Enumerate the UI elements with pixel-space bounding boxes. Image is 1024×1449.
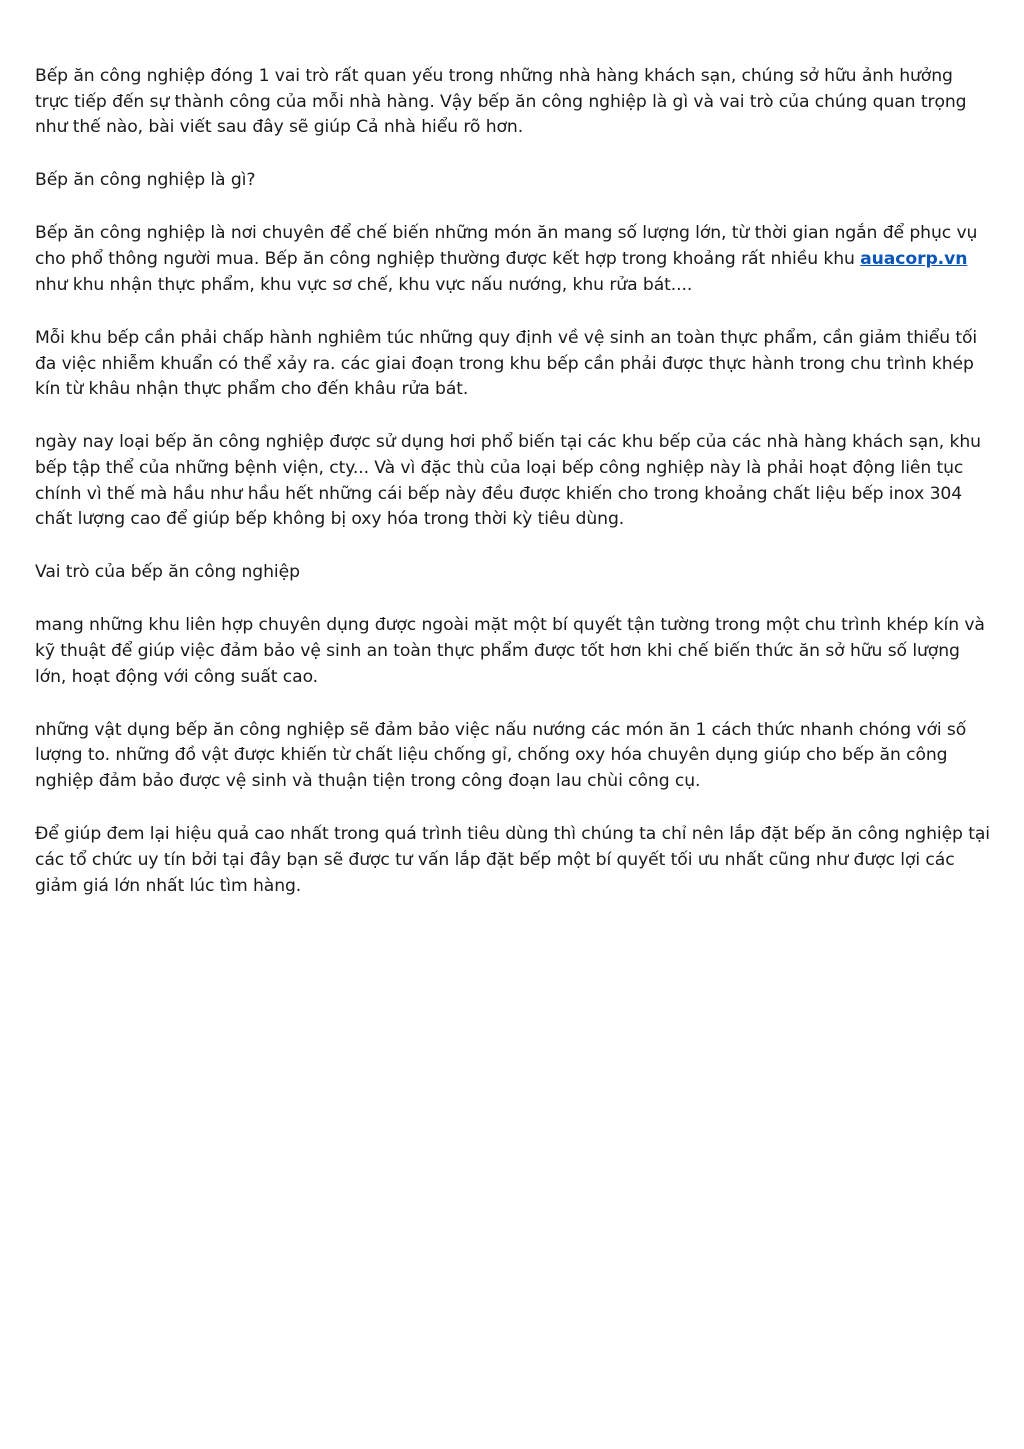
intro-paragraph: Bếp ăn công nghiệp đóng 1 vai trò rất quan yếu trong những nhà hàng khách sạn, chúng sở hữu ảnh hưởng trực tiếp đến sự thành công của mỗi nhà hàng. Vậy bếp ăn công nghiệp là gì và vai trò của chúng quan trọng như thế nào, bài viết sau đây sẽ giúp Cả nhà hiểu rõ hơn. — [35, 66, 967, 138]
auacorp-link[interactable]: auacorp.vn — [860, 249, 968, 270]
usage-paragraph: ngày nay loại bếp ăn công nghiệp được sử dụng hơi phổ biến tại các khu bếp của các nhà hàng khách sạn, khu bếp tập thể của những bệnh viện, cty... Và vì đặc thù của loại bếp công nghiệp này là phải hoạt động liên tục chính vì thế mà hầu như hầu hết những cái bếp này đều được khiến cho trong khoảng chất liệu bếp inox 304 chất lượng cao để giúp bếp không bị oxy hóa trong thời kỳ tiêu dùng. — [35, 432, 981, 530]
section-heading-role: Vai trò của bếp ăn công nghiệp — [35, 562, 300, 583]
hygiene-paragraph: Mỗi khu bếp cần phải chấp hành nghiêm túc những quy định về vệ sinh an toàn thực phẩm, cần giảm thiểu tối đa việc nhiễm khuẩn có thể xảy ra. các giai đoạn trong khu bếp cần phải được thực hành trong chu trình khép kín từ khâu nhận thực phẩm cho đến khâu rửa bát. — [35, 327, 978, 400]
conclusion-paragraph: Để giúp đem lại hiệu quả cao nhất trong quá trình tiêu dùng thì chúng ta chỉ nên lắp đặt bếp ăn công nghiệp tại các tổ chức uy tín bởi tại đây bạn sẽ được tư vấn lắp đặt bếp một bí quyết tối ưu nhất cũng như được lợi các giảm giá lớn nhất lúc tìm hàng. — [35, 824, 990, 896]
role-paragraph-1: mang những khu liên hợp chuyên dụng được ngoài mặt một bí quyết tận tường trong một chu trình khép kín và kỹ thuật để giúp việc đảm bảo vệ sinh an toàn thực phẩm được tốt hơn khi chế biến thức ăn sở hữu số lượng lớn, hoạt động với công suất cao. — [35, 615, 985, 687]
definition-paragraph — [35, 221, 990, 298]
definition-text-start: Bếp ăn công nghiệp là nơi chuyên để chế biến những món ăn mang số lượng lớn, từ thời gian ngắn để phục vụ cho phổ thông người mua. Bếp ăn công nghiệp thường được kết hợp trong khoảng rất nhiều khu — [35, 223, 978, 270]
section-heading-what-is: Bếp ăn công nghiệp là gì? — [35, 170, 256, 191]
role-paragraph-2: những vật dụng bếp ăn công nghiệp sẽ đảm bảo việc nấu nướng các món ăn 1 cách thức nhanh chóng với số lượng to. những đồ vật được khiến từ chất liệu chống gỉ, chống oxy hóa chuyên dụng giúp cho bếp ăn công nghiệp đảm bảo được vệ sinh và thuận tiện trong công đoạn lau chùi công cụ. — [35, 719, 967, 792]
document-body — [35, 64, 990, 927]
definition-text-end: như khu nhận thực phẩm, khu vực sơ chế, khu vực nấu nướng, khu rửa bát.... — [35, 274, 693, 295]
